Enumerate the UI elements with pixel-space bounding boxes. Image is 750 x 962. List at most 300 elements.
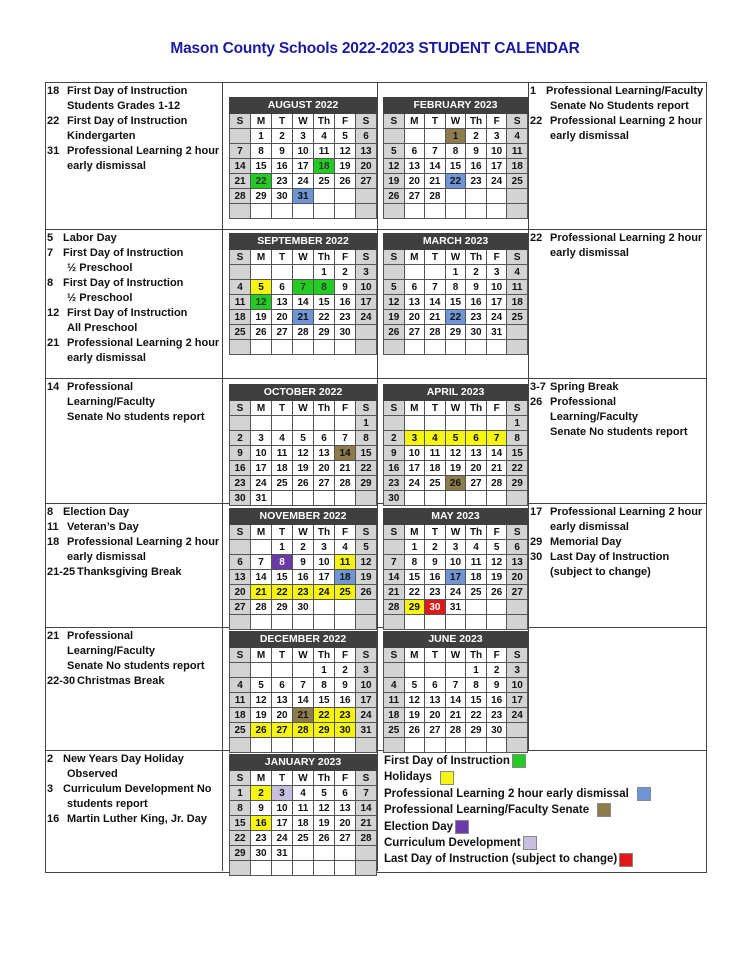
day-cell: 30 [466,325,487,340]
day-cell: 7 [293,678,314,693]
day-cell [335,846,356,861]
day-cell: 28 [445,723,466,738]
day-cell: 18 [425,461,446,476]
day-cell: 22 [445,174,466,189]
day-cell: 10 [251,446,272,461]
day-cell: 3 [356,663,377,678]
week-row [384,189,528,204]
note-line [47,505,222,520]
note-date [47,291,63,306]
day-cell: 29 [314,723,335,738]
day-cell [384,416,405,431]
day-cell: 27 [272,325,293,340]
day-cell: 1 [272,540,293,555]
day-cell: 4 [507,129,528,144]
day-cell [314,600,335,615]
day-cell [314,861,335,876]
month-calendar-aug [229,97,377,219]
note-text: Senate No students report [550,426,688,438]
cal-cell-may [378,504,529,627]
day-cell [293,861,314,876]
week-row [230,446,377,461]
note-line [47,520,222,535]
day-cell: 29 [404,600,425,615]
day-cell: 6 [335,786,356,801]
day-of-week-header: S [356,250,377,265]
day-cell [251,340,272,355]
day-cell: 2 [425,540,446,555]
day-cell: 29 [507,476,528,491]
note-date [530,246,546,261]
day-cell: 3 [507,663,528,678]
note-line [47,129,222,144]
day-cell: 21 [425,310,446,325]
day-cell: 12 [314,801,335,816]
day-cell: 2 [251,786,272,801]
note-line [530,505,705,520]
month-calendar-oct [229,384,377,506]
day-cell: 31 [251,491,272,506]
day-of-week-header: M [404,114,425,129]
row-dec-jun [46,628,706,751]
day-cell: 12 [251,295,272,310]
day-cell [251,861,272,876]
week-row [384,600,528,615]
day-of-week-header: W [445,401,466,416]
day-cell: 17 [486,295,507,310]
day-of-week-header: M [251,401,272,416]
day-cell [404,265,425,280]
day-cell [445,189,466,204]
day-cell: 13 [425,693,446,708]
legend-item [384,769,705,785]
day-cell: 24 [486,310,507,325]
note-date: 12 [47,307,60,319]
month-calendar-sep [229,233,377,355]
note-date: 1 [530,85,537,97]
note-text: Professional Learning/Faculty [67,630,156,657]
note-text: First Day of Instruction [63,277,184,289]
day-cell: 5 [486,540,507,555]
day-cell: 2 [230,431,251,446]
day-cell [293,340,314,355]
day-cell: 12 [384,159,405,174]
day-cell: 13 [404,159,425,174]
day-cell: 13 [507,555,528,570]
day-cell: 26 [356,585,377,600]
week-row [384,431,528,446]
note-date: 21 [47,630,60,642]
note-date [530,565,546,580]
row-sep-mar [46,230,706,379]
note-date: 5 [47,232,54,244]
day-cell: 9 [272,144,293,159]
day-cell: 11 [466,555,487,570]
day-cell: 27 [466,476,487,491]
note-line [530,114,705,129]
day-cell [314,416,335,431]
legend-label: Holidays [384,771,432,784]
note-line [47,380,222,410]
day-cell: 22 [445,310,466,325]
day-cell: 28 [425,325,446,340]
day-cell: 20 [272,708,293,723]
day-cell: 6 [425,678,446,693]
day-cell: 21 [384,585,405,600]
week-row [230,280,377,295]
month-title: MAY 2023 [384,509,528,525]
day-cell: 24 [251,476,272,491]
month-calendar-jun [383,631,528,753]
day-cell: 10 [272,801,293,816]
day-cell: 27 [335,831,356,846]
week-row [384,476,528,491]
day-cell: 8 [445,144,466,159]
notes-mar [529,230,705,378]
note-date: 8 [47,506,54,518]
month-calendar-nov [229,508,377,630]
day-of-week-header: F [486,401,507,416]
day-of-week-header: W [293,114,314,129]
day-cell [384,540,405,555]
day-of-week-header: F [335,648,356,663]
day-cell: 8 [230,801,251,816]
week-row [384,280,528,295]
day-of-week-header: M [404,250,425,265]
legend-swatch-election [455,820,469,834]
day-cell: 7 [384,555,405,570]
day-cell: 6 [404,280,425,295]
week-row [230,663,377,678]
week-row [230,174,377,189]
day-cell: 31 [272,846,293,861]
day-cell: 27 [230,600,251,615]
day-cell: 30 [272,189,293,204]
day-cell: 16 [335,693,356,708]
day-of-week-header: S [230,525,251,540]
day-cell: 20 [230,585,251,600]
day-cell: 2 [335,265,356,280]
day-cell: 9 [335,678,356,693]
day-cell: 18 [314,159,335,174]
day-of-week-header: W [445,648,466,663]
day-cell: 25 [314,174,335,189]
day-cell: 11 [230,295,251,310]
month-title: SEPTEMBER 2022 [230,234,377,250]
day-of-week-header: M [404,401,425,416]
day-cell [425,129,446,144]
day-cell: 30 [230,491,251,506]
note-text: New Years Day Holiday [63,753,184,765]
day-cell: 27 [404,325,425,340]
day-cell: 6 [272,280,293,295]
week-row [384,144,528,159]
day-cell [445,340,466,355]
day-cell: 22 [272,585,293,600]
cal-cell-oct [223,379,378,503]
note-text: Professional Learning 2 hour [67,337,220,349]
day-cell: 2 [384,431,405,446]
day-cell: 7 [293,280,314,295]
day-cell: 3 [445,540,466,555]
day-cell: 28 [230,189,251,204]
day-of-week-header: Th [314,648,335,663]
note-date: 22-30 [47,675,76,687]
day-of-week-header: Th [314,771,335,786]
day-of-week-header: S [356,648,377,663]
day-cell: 19 [251,708,272,723]
day-cell: 11 [230,693,251,708]
day-cell: 1 [230,786,251,801]
day-of-week-header: Th [314,401,335,416]
day-cell [356,340,377,355]
note-text: Professional Learning/Faculty [550,396,639,423]
day-cell: 15 [314,693,335,708]
day-cell: 11 [314,144,335,159]
note-line [530,99,705,114]
notes-sep [46,230,223,378]
day-cell: 14 [293,295,314,310]
day-cell: 15 [507,446,528,461]
day-cell [314,189,335,204]
legend-swatch-last [619,853,633,867]
day-cell: 22 [404,585,425,600]
cal-cell-dec [223,628,378,750]
day-cell [445,416,466,431]
legend-item [384,851,705,867]
day-cell: 26 [314,831,335,846]
week-row [230,570,377,585]
day-cell: 20 [404,310,425,325]
cal-cell-feb [378,83,529,229]
day-cell: 4 [335,540,356,555]
day-cell: 11 [335,555,356,570]
legend-label: First Day of Instruction [384,755,510,767]
week-row [230,461,377,476]
note-date: 22 [530,232,543,244]
day-cell: 21 [251,585,272,600]
day-cell: 16 [466,295,487,310]
cal-cell-jan [223,751,378,871]
day-cell: 3 [404,431,425,446]
day-cell: 16 [486,693,507,708]
day-cell: 22 [314,310,335,325]
day-of-week-header: S [230,114,251,129]
day-cell [404,204,425,219]
legend-item [384,753,705,769]
day-cell [507,340,528,355]
day-cell: 11 [425,446,446,461]
day-cell: 18 [272,461,293,476]
day-cell [356,325,377,340]
week-row [384,265,528,280]
day-of-week-header: W [445,114,466,129]
day-cell: 15 [445,159,466,174]
day-of-week-header: S [507,114,528,129]
day-cell: 31 [356,723,377,738]
note-text: Last Day of Instruction [550,551,670,563]
day-cell: 22 [230,831,251,846]
day-cell: 3 [356,265,377,280]
notes-apr [529,379,705,503]
day-cell: 4 [230,678,251,693]
day-cell [314,340,335,355]
day-of-week-header: W [293,250,314,265]
day-of-week-header: S [356,525,377,540]
day-cell: 19 [314,816,335,831]
day-cell: 25 [230,723,251,738]
day-cell: 17 [314,570,335,585]
day-cell: 4 [272,431,293,446]
day-cell: 16 [425,570,446,585]
day-cell [272,416,293,431]
week-row [384,159,528,174]
day-of-week-header: F [486,250,507,265]
day-cell [293,416,314,431]
day-cell: 4 [507,265,528,280]
day-of-week-header: S [507,250,528,265]
day-cell: 26 [384,325,405,340]
day-cell: 8 [507,431,528,446]
day-cell [293,846,314,861]
day-cell [356,846,377,861]
day-cell: 21 [356,816,377,831]
month-title: JANUARY 2023 [230,755,377,771]
day-cell: 28 [384,600,405,615]
note-line [47,629,222,659]
note-date [530,520,546,535]
month-title: NOVEMBER 2022 [230,509,377,525]
legend-item [384,786,705,802]
note-text: early dismissal [550,521,629,533]
note-date: 11 [47,521,59,533]
week-row [230,861,377,876]
day-cell: 16 [466,159,487,174]
day-cell [251,540,272,555]
day-of-week-header: S [384,525,405,540]
note-line [530,565,705,580]
day-of-week-header: W [293,648,314,663]
day-of-week-header: Th [466,648,487,663]
note-text: Curriculum Development No [63,783,212,795]
note-date: 3-7 [530,381,546,393]
day-cell: 10 [486,144,507,159]
day-cell: 28 [486,476,507,491]
day-cell: 1 [404,540,425,555]
day-cell: 20 [425,708,446,723]
note-line [47,114,222,129]
day-cell: 23 [335,708,356,723]
day-cell: 23 [425,585,446,600]
day-of-week-header: T [425,525,446,540]
day-cell: 5 [335,129,356,144]
week-row [384,555,528,570]
day-cell: 1 [445,265,466,280]
note-line [530,550,705,565]
day-cell: 12 [356,555,377,570]
day-cell [230,540,251,555]
day-cell: 4 [384,678,405,693]
day-cell: 7 [335,431,356,446]
cal-cell-nov [223,504,378,627]
day-of-week-header: Th [314,525,335,540]
week-row [384,693,528,708]
day-cell: 26 [293,476,314,491]
day-cell: 12 [486,555,507,570]
week-row [384,446,528,461]
day-of-week-header: S [384,401,405,416]
week-row [230,144,377,159]
note-date [530,99,546,114]
note-date [47,351,63,366]
day-of-week-header: S [384,250,405,265]
day-cell: 29 [230,846,251,861]
day-of-week-header: Th [466,401,487,416]
cal-cell-mar [378,230,529,378]
cal-cell-apr [378,379,529,503]
month-title: OCTOBER 2022 [230,385,377,401]
note-date [47,261,63,276]
day-cell: 5 [356,540,377,555]
day-cell: 22 [507,461,528,476]
day-cell: 22 [466,708,487,723]
day-cell [356,204,377,219]
day-cell: 20 [335,816,356,831]
day-cell: 17 [507,693,528,708]
day-of-week-header: W [293,525,314,540]
day-cell: 23 [486,708,507,723]
day-cell: 7 [425,280,446,295]
day-cell: 24 [272,831,293,846]
day-cell: 10 [356,678,377,693]
day-cell: 10 [486,280,507,295]
day-of-week-header: F [335,525,356,540]
note-line [530,395,705,425]
legend-swatch-pl2 [637,787,651,801]
day-of-week-header: S [384,114,405,129]
day-cell: 9 [486,678,507,693]
note-text: Election Day [63,506,130,518]
day-cell: 6 [507,540,528,555]
day-cell: 23 [466,310,487,325]
day-cell [507,204,528,219]
day-cell: 15 [230,816,251,831]
day-cell [507,723,528,738]
day-cell [251,204,272,219]
day-cell: 6 [466,431,487,446]
note-date: 18 [47,536,60,548]
week-row [230,189,377,204]
day-cell: 8 [404,555,425,570]
day-cell: 11 [507,144,528,159]
legend-label: Curriculum Development [384,837,521,850]
day-cell: 13 [272,295,293,310]
day-cell [445,663,466,678]
note-text: early dismissal [550,247,629,259]
day-cell [230,340,251,355]
day-cell [335,204,356,219]
day-cell: 13 [335,801,356,816]
legend-swatch-holiday [440,771,454,785]
day-cell: 24 [356,708,377,723]
day-cell [486,204,507,219]
day-cell [404,340,425,355]
day-cell: 10 [404,446,425,461]
day-cell: 18 [507,295,528,310]
week-row [384,708,528,723]
day-cell: 16 [230,461,251,476]
day-cell: 27 [507,585,528,600]
